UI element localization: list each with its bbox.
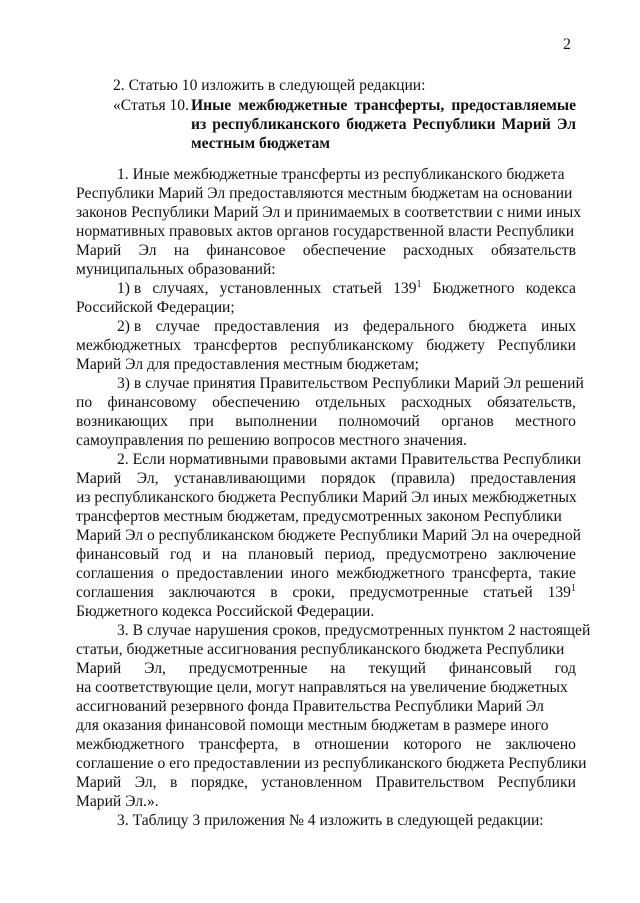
p1-line-2: Республики Марий Эл предоставляются местным бюджетам на основании xyxy=(76,185,573,202)
article-title-line-2: из республиканского бюджета Республики Марий Эл xyxy=(191,116,576,133)
p3-line-9: Марий Эл, в порядке, установленном Правительством Республики xyxy=(76,774,576,791)
p2-line-7: соглашения о предоставлении иного межбюджетного трансферта, такие xyxy=(76,565,576,582)
p2-line-4: трансфертов местным бюджетам, предусмотренных законом Республики xyxy=(76,508,562,525)
sub3-line-3: возникающих при выполнении полномочий органов местного xyxy=(76,413,576,430)
sub3-line-1: 3) в случае принятия Правительством Республики Марий Эл решений xyxy=(117,375,584,392)
p2-line-9: Бюджетного кодекса Российской Федерации. xyxy=(76,603,375,620)
article-title-line-3: местным бюджетам xyxy=(191,135,330,152)
sub1-line-1: 1) в случаях, установленных статьей $139^1$ Бюджетного кодекса xyxy=(117,278,576,297)
p2-line-3: из республиканского бюджета Республики Марий Эл иных межбюджетных xyxy=(76,489,577,506)
sub3-line-4: самоуправления по решению вопросов местного значения. xyxy=(76,432,467,449)
p2-line-8: соглашения заключаются в сроки, предусмотренные статьей $139^1$ xyxy=(76,582,576,601)
p3-line-8: соглашение о его предоставлении из республиканского бюджета Республики xyxy=(76,755,587,772)
sub2-line-2: межбюджетных трансфертов республиканскому бюджету Республики xyxy=(76,337,576,354)
p1-line-5: Марий Эл на финансовое обеспечение расходных обязательств xyxy=(76,242,576,259)
p3-line-4: на соответствующие цели, могут направляться на увеличение бюджетных xyxy=(76,679,568,696)
p3-line-2: статьи, бюджетные ассигнования республиканского бюджета Республики xyxy=(76,641,565,658)
p3-line-5: ассигнований резервного фонда Правительства Республики Марий Эл xyxy=(76,698,544,715)
p3-line-3: Марий Эл, предусмотренные на текущий финансовый год xyxy=(76,660,576,677)
item-2-heading: 2. Статью 10 изложить в следующей редакции: xyxy=(113,77,426,94)
item-3-heading: 3. Таблицу 3 приложения № 4 изложить в следующей редакции: xyxy=(117,812,544,829)
article-prefix: «Статья 10. xyxy=(113,97,190,114)
p3-line-6: для оказания финансовой помощи местным бюджетам в размере иного xyxy=(76,717,549,734)
sub3-line-2: по финансовому обеспечению отдельных расходных обязательств, xyxy=(76,394,576,411)
sub1-line-2: Российской Федерации; xyxy=(76,299,235,316)
sub2-line-3: Марий Эл для предоставления местным бюджетам; xyxy=(76,356,420,373)
p2-line-1: 2. Если нормативными правовыми актами Правительства Республики xyxy=(117,451,582,468)
p2-line-5: Марий Эл о республиканском бюджете Республики Марий Эл на очередной xyxy=(76,527,582,544)
p3-line-1: 3. В случае нарушения сроков, предусмотренных пунктом 2 настоящей xyxy=(117,622,591,639)
p1-line-6: муниципальных образований: xyxy=(76,261,276,278)
p3-line-10: Марий Эл.». xyxy=(76,793,159,810)
p2-line-2: Марий Эл, устанавливающими порядок (правила) предоставления xyxy=(76,470,576,487)
p2-line-6: финансовый год и на плановый период, предусмотрено заключение xyxy=(76,546,576,563)
article-title-line-1: Иные межбюджетные трансферты, предоставляемые xyxy=(191,97,576,114)
p1-line-3: законов Республики Марий Эл и принимаемых в соответствии с ними иных xyxy=(76,204,582,221)
p1-line-4: нормативных правовых актов органов государственной власти Республики xyxy=(76,223,575,240)
sub2-line-1: 2) в случае предоставления из федерального бюджета иных xyxy=(117,318,576,335)
p3-line-7: межбюджетного трансферта, в отношении которого не заключено xyxy=(76,736,576,753)
p1-line-1: 1. Иные межбюджетные трансферты из республиканского бюджета xyxy=(117,166,565,183)
page-number: 2 xyxy=(563,36,571,53)
